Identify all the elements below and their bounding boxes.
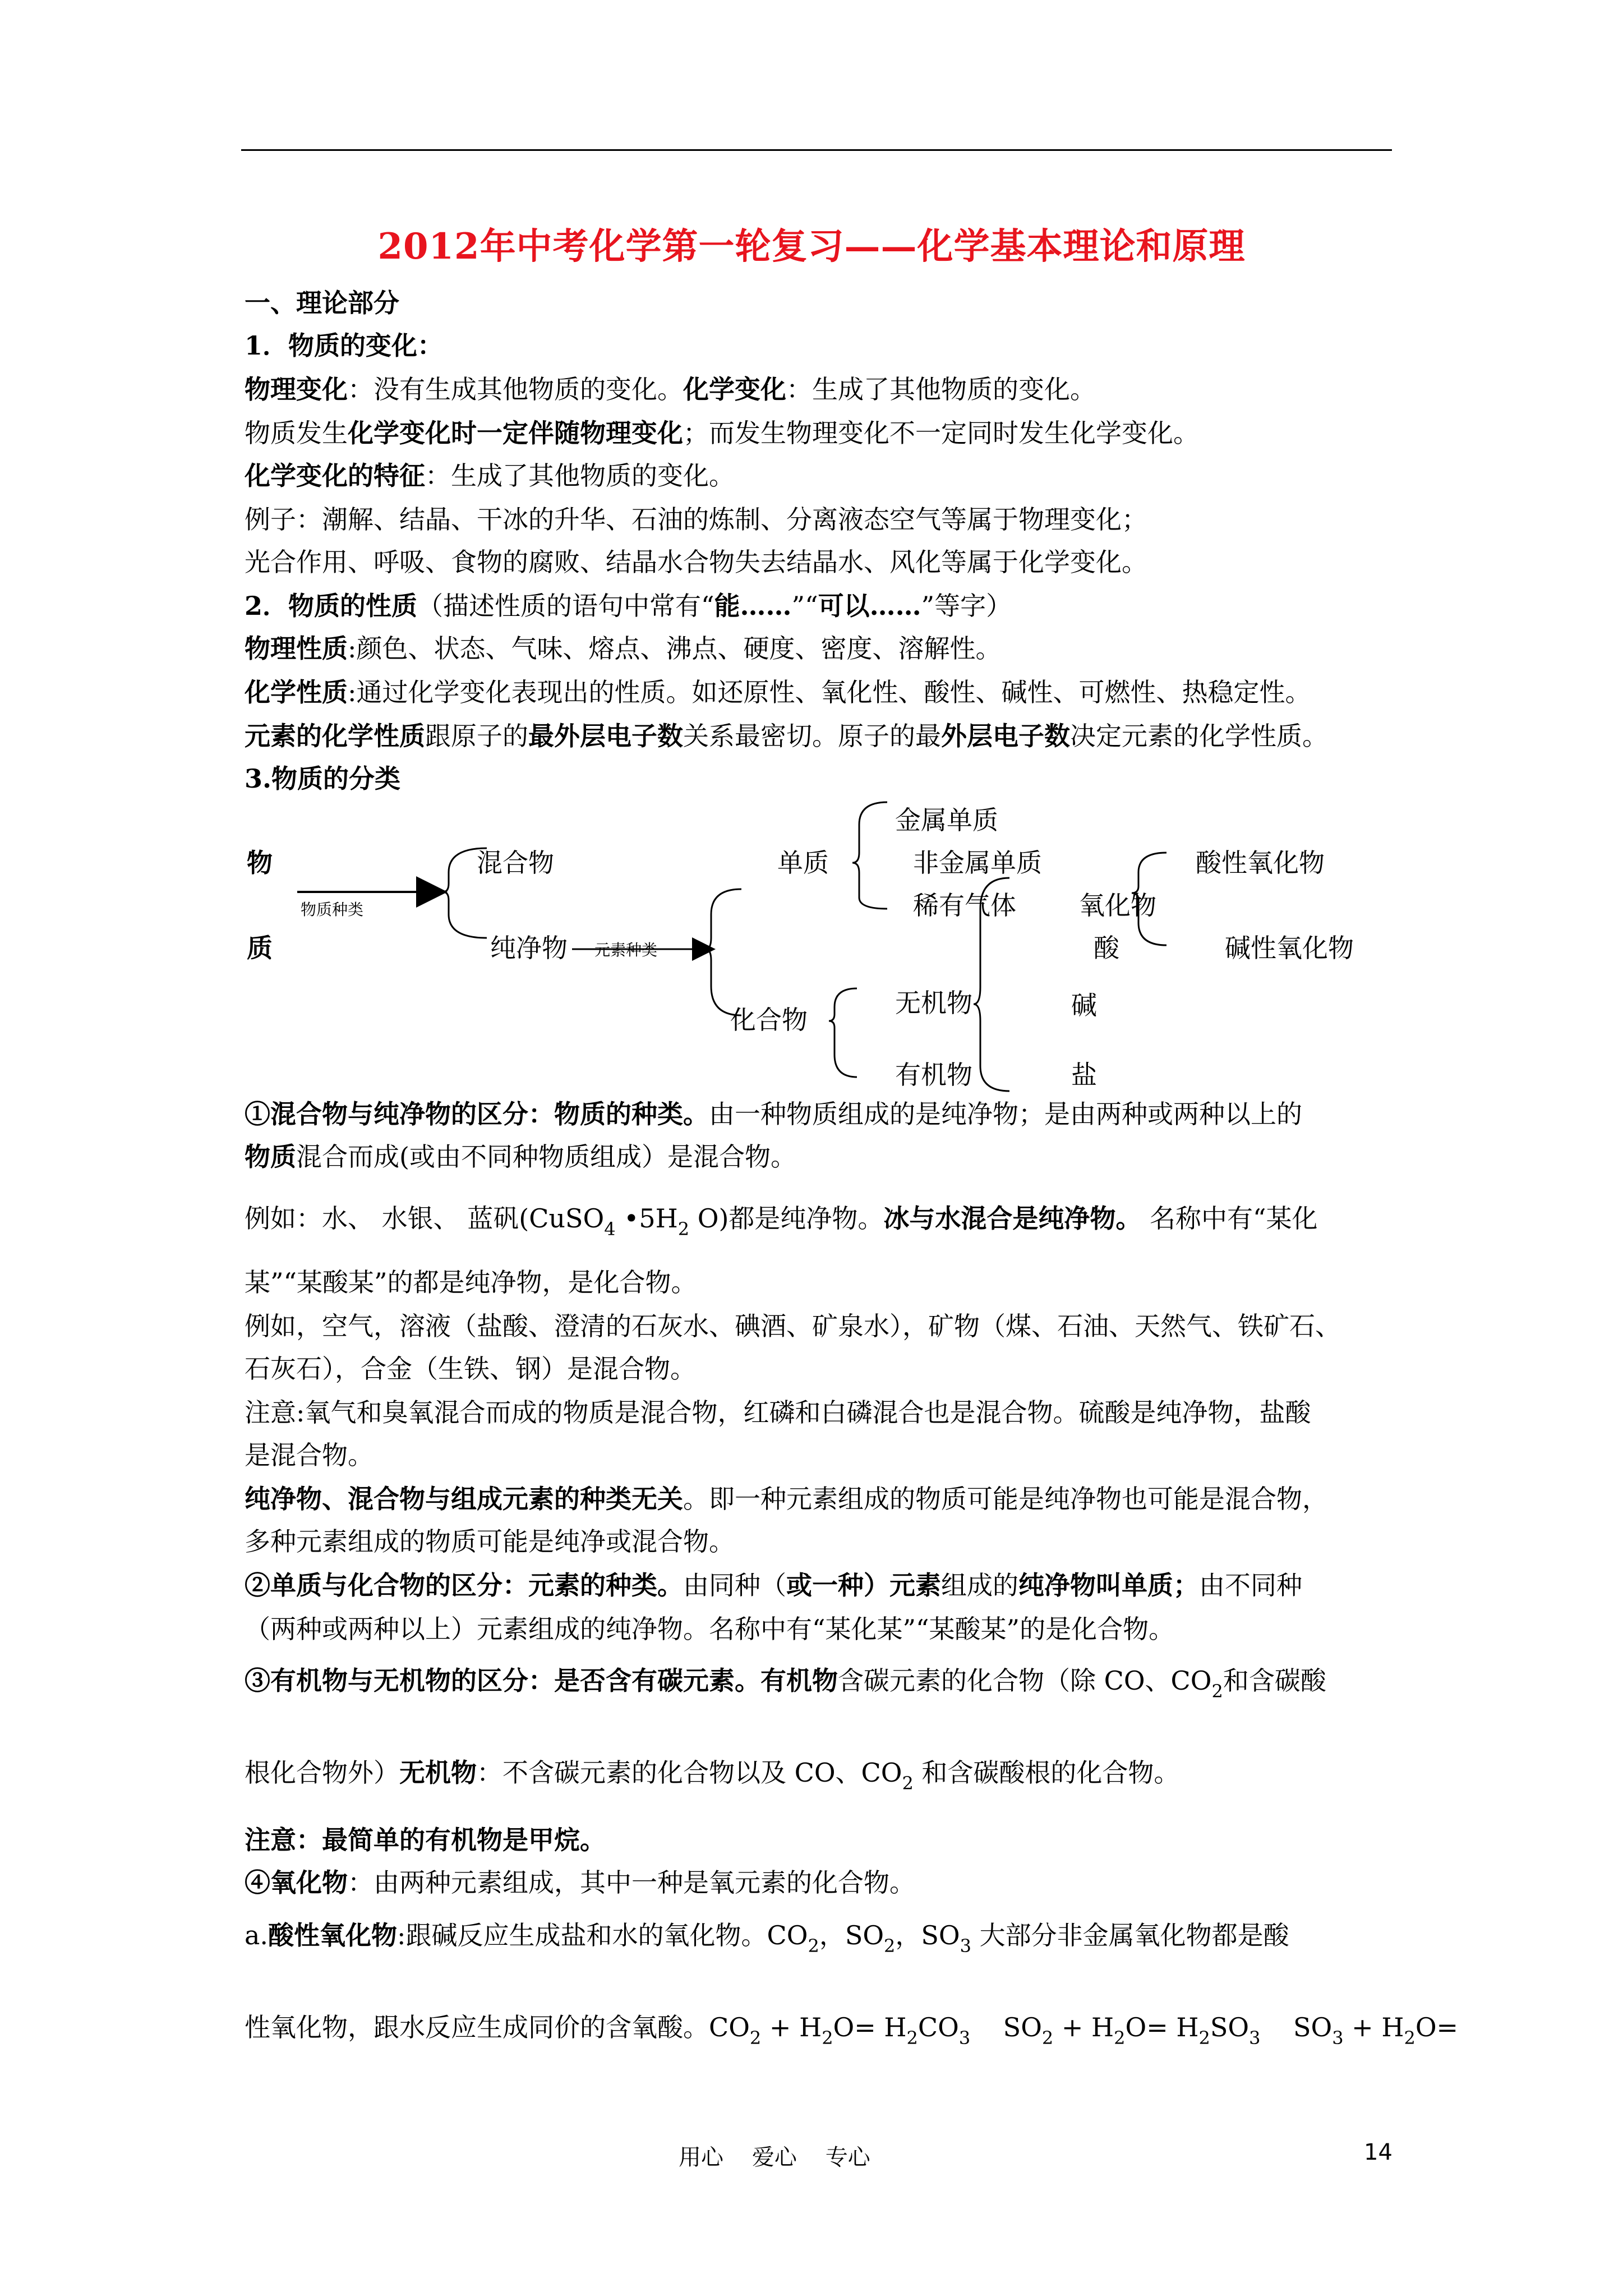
paragraph: 例子：潮解、结晶、干冰的升华、石油的炼制、分离液态空气等属于物理变化； [245,504,1147,535]
text: 和含碳酸 [1223,1665,1326,1696]
text: 关系最密切。原子的最 [683,721,941,751]
text: ”等字） [921,591,1012,621]
text: :颜色、状态、气味、熔点、沸点、硬度、密度、溶解性。 [348,633,1002,664]
text: + H [1053,2012,1114,2042]
text: 。即一种元素组成的物质可能是纯净物也可能是混合物， [683,1484,1328,1514]
term: 元素的化学性质 [245,721,425,751]
text: SO [1260,2012,1332,2042]
term: 化学变化时一定伴随物理变化 [348,418,683,448]
text: O= H [1125,2012,1199,2042]
page-number: 14 [1364,2139,1393,2165]
term: 纯净物叫单质； [1018,1570,1199,1600]
page-title: 2012年中考化学第一轮复习——化学基本理论和原理 [377,226,1246,268]
subscript: 3 [1249,2027,1261,2049]
text: ；而发生物理变化不一定同时发生化学变化。 [683,418,1199,448]
text: :跟碱反应生成盐和水的氧化物。CO [397,1920,808,1950]
text: 名称中有“某化 [1141,1203,1318,1234]
text: 含碳元素的化合物（除 CO、CO [838,1665,1212,1696]
text: ”“ [791,591,818,621]
text: ，SO [895,1920,960,1950]
paragraph: 某”“某酸某”的都是纯净物，是化合物。 [245,1267,697,1297]
term: 外层电子数 [941,721,1070,751]
paragraph: 光合作用、呼吸、食物的腐败、结晶水合物失去结晶水、风化等属于化学变化。 [245,547,1147,577]
subscript: 2 [1404,2027,1415,2049]
text: ：由两种元素组成，其中一种是氧元素的化合物。 [348,1867,915,1898]
diagram-node-oxide: 氧化物 [1079,890,1156,921]
paragraph: 石灰石），合金（生铁、钢）是混合物。 [245,1354,696,1384]
term: 物质 [245,1142,296,1172]
term: 能…… [714,591,792,621]
paragraph [245,2010,1459,2049]
paragraph [245,1140,1405,1174]
text: 物质发生 [245,418,348,448]
diagram-root-label: 物 [247,848,273,878]
subscript: 2 [1198,2027,1210,2049]
diagram-node-salt: 盐 [1071,1060,1097,1090]
subscript: 2 [902,1773,914,1794]
term: 化学变化 [683,374,786,404]
paragraph: 注意：最简单的有机物是甲烷。 [245,1825,606,1855]
paragraph [245,1664,1405,1700]
term: 化学变化的特征 [245,461,425,491]
subscript: 2 [677,1218,690,1240]
subscript: 3 [960,1935,971,1957]
text: 根化合物外） [245,1757,399,1788]
diagram-node-mixture: 混合物 [477,848,554,878]
diagram-root-label: 质 [247,933,273,963]
diagram-node-organic: 有机物 [895,1060,972,1090]
text: O= H [833,2012,907,2042]
brace-line [706,889,741,1015]
diagram-node-compound: 化合物 [730,1005,808,1035]
text: ：不含碳元素的化合物以及 CO、CO [477,1757,902,1788]
text: 由不同种 [1199,1570,1302,1600]
text: a. [245,1920,269,1950]
term: 纯净物、混合物与组成元素的种类无关 [245,1484,683,1514]
term: 有机物 [760,1665,838,1696]
text: •5H [615,1203,678,1234]
text: 跟原子的 [425,721,528,751]
term: 酸性氧化物 [268,1920,398,1950]
paragraph [245,1097,1405,1131]
text: ：生成了其他物质的变化。 [425,461,735,491]
text: 混合而成(或由不同种物质组成）是混合物。 [296,1142,796,1172]
term: 物理性质 [245,633,348,664]
diagram-node-nonmetal: 非金属单质 [913,848,1042,878]
text: 决定元素的化学性质。 [1070,721,1328,751]
subscript: 3 [1332,2027,1344,2049]
text: SO [970,2012,1042,2042]
section-heading: 一、理论部分 [245,288,399,318]
text: :通过化学变化表现出的性质。如还原性、氧化性、酸性、碱性、可燃性、热稳定性。 [348,677,1311,707]
text: + H [1343,2012,1404,2042]
text: 大部分非金属氧化物都是酸 [971,1920,1289,1950]
text: 性氧化物，跟水反应生成同价的含氧酸。CO [245,2012,750,2042]
paragraph: 例如，空气，溶液（盐酸、澄清的石灰水、碘酒、矿泉水），矿物（煤、石油、天然气、铁矿石、 [245,1311,1341,1341]
term: ④氧化物 [245,1867,348,1898]
diagram-node-pure: 纯净物 [490,933,568,963]
text: SO [1210,2012,1249,2042]
text: 组成的 [941,1570,1018,1600]
paragraph [245,1568,1405,1602]
brace-line [852,802,887,909]
diagram-edge-label: 元素种类 [594,941,658,959]
term: 或一种）元素 [786,1570,941,1600]
paragraph [245,1756,1405,1792]
text: O)都是纯净物。 [689,1203,884,1234]
diagram-node-acid: 酸 [1094,933,1119,963]
subscript: 2 [808,1935,819,1957]
subscript: 2 [749,2027,762,2049]
diagram-node-basic-oxide: 碱性氧化物 [1225,933,1354,963]
diagram-node-metal: 金属单质 [895,805,998,835]
subscript: 4 [604,1218,616,1240]
paragraph: （两种或两种以上）元素组成的纯净物。名称中有“某化某”“某酸某”的是化合物。 [245,1614,1175,1644]
term: 物理变化 [245,374,348,404]
term: 最外层电子数 [528,721,683,751]
brace-line [829,988,857,1077]
diagram-node-noble: 稀有气体 [913,890,1016,921]
paragraph [245,1918,1405,1955]
paragraph [245,1866,1405,1899]
subscript: 2 [884,1935,896,1957]
subscript: 2 [1114,2027,1126,2049]
term: 化学性质 [245,677,348,707]
subscript: 2 [906,2027,918,2049]
term: 冰与水混合是纯净物。 [883,1203,1142,1234]
text: O= [1415,2012,1459,2042]
footer-motto: 用心 爱心 专心 [679,2145,870,2170]
diagram-edge-label: 物质种类 [301,900,364,919]
paragraph: 多种元素组成的物质可能是纯净或混合物。 [245,1526,735,1557]
text: 和含碳酸根的化合物。 [913,1757,1180,1788]
subscript: 3 [958,2027,971,2049]
diagram-node-base: 碱 [1071,990,1097,1020]
text: 由同种（ [683,1570,786,1600]
diagram-node-element: 单质 [777,848,829,878]
subscript: 2 [1041,2027,1054,2049]
paragraph: 是混合物。 [245,1440,374,1470]
term: ②单质与化合物的区分：元素的种类。 [245,1570,683,1600]
text: 例如：水、 水银、 蓝矾(CuSO [245,1203,605,1234]
text: ：生成了其他物质的变化。 [786,374,1096,404]
term: 2．物质的性质 [245,591,418,621]
term: ①混合物与纯净物的区分：物质的种类。 [245,1099,709,1129]
paragraph [245,1482,1405,1516]
paragraph [245,1202,1405,1238]
subsection-heading: 3.物质的分类 [245,763,401,794]
subscript: 2 [1211,1681,1223,1702]
text: （描述性质的语句中常有“ [417,591,714,621]
term: ③有机物与无机物的区分：是否含有碳元素。 [245,1665,760,1696]
text: CO [917,2012,959,2042]
text: ：没有生成其他物质的变化。 [348,374,683,404]
text: 由一种物质组成的是纯净物；是由两种或两种以上的 [709,1099,1302,1129]
paragraph: 注意:氧气和臭氧混合而成的物质是混合物，红磷和白磷混合也是混合物。硫酸是纯净物，盐酸 [245,1397,1311,1428]
text: ，SO [819,1920,884,1950]
diagram-node-inorganic: 无机物 [895,988,972,1018]
subsection-heading: 1．物质的变化： [245,330,444,361]
diagram-node-acid-oxide: 酸性氧化物 [1196,848,1325,878]
text: + H [761,2012,822,2042]
subscript: 2 [822,2027,833,2049]
term: 可以…… [818,591,921,621]
term: 无机物 [399,1757,477,1788]
